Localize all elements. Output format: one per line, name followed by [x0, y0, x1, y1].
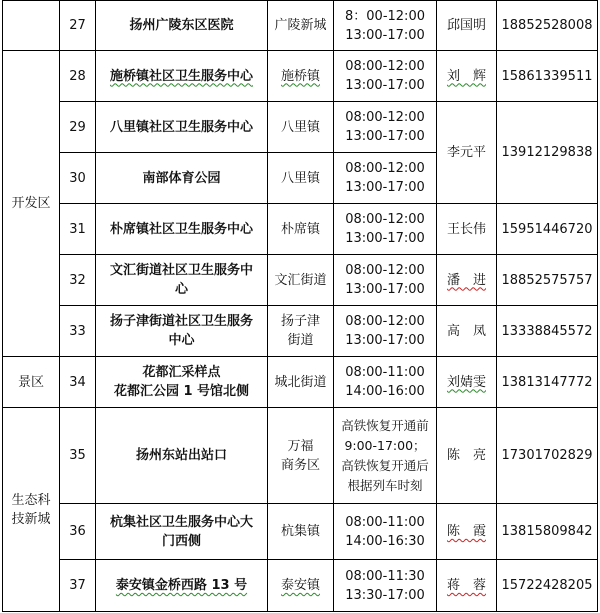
hours-line: 13:00-17:00 — [345, 129, 425, 144]
site-name — [96, 357, 268, 408]
town-name — [268, 51, 334, 102]
site-name-line: 花都汇采样点 — [142, 365, 221, 380]
table-row — [3, 408, 598, 504]
service-hours — [334, 357, 437, 408]
row-number: 31 — [60, 204, 96, 255]
service-hours — [334, 204, 437, 255]
town-name: 城北街道 — [268, 357, 334, 408]
service-hours — [334, 153, 437, 204]
contact-name-text: 刘婧雯 — [446, 374, 486, 390]
hours-line: 13:00-17:00 — [345, 282, 425, 297]
hours-line: 13:00-17:00 — [345, 78, 425, 93]
site-name — [96, 306, 268, 357]
town-name-line: 商务区 — [280, 457, 320, 473]
table-row — [3, 1, 598, 51]
service-hours — [334, 255, 437, 306]
district-line: 生态科 — [11, 492, 51, 508]
hours-line: 08:00-12:00 — [345, 314, 425, 329]
town-name — [268, 408, 334, 504]
contact-name — [437, 560, 497, 612]
contact-phone: 18852575757 — [497, 255, 598, 306]
site-name — [96, 51, 268, 102]
town-name: 八里镇 — [268, 102, 334, 153]
table-row — [3, 51, 598, 102]
contact-name-text: 陈 霞 — [446, 524, 486, 539]
service-hours — [334, 51, 437, 102]
contact-phone: 13338845572 — [497, 306, 598, 357]
contact-name: 李元平 — [437, 102, 497, 204]
district-kaifaqu: 开发区 — [3, 51, 60, 357]
town-name: 文汇街道 — [268, 255, 334, 306]
contact-name: 王长伟 — [437, 204, 497, 255]
service-hours — [334, 1, 437, 51]
row-number: 30 — [60, 153, 96, 204]
town-name: 八里镇 — [268, 153, 334, 204]
contact-phone: 15861339511 — [497, 51, 598, 102]
row-number: 28 — [60, 51, 96, 102]
contact-name — [437, 255, 497, 306]
site-name: 南部体育公园 — [96, 153, 268, 204]
hours-line: 9:00-17:00； — [344, 437, 426, 453]
site-name: 扬州广陵东区医院 — [96, 1, 268, 51]
service-hours — [334, 408, 437, 504]
contact-name-text: 刘 辉 — [446, 68, 486, 84]
row-number: 29 — [60, 102, 96, 153]
table-row — [3, 255, 598, 306]
contact-name: 陈 亮 — [437, 408, 497, 504]
hours-line: 08:00-11:00 — [345, 514, 425, 530]
contact-name-text: 潘 进 — [446, 272, 486, 288]
table-row — [3, 306, 598, 357]
table-row — [3, 504, 598, 560]
hours-line: 08:00-12:00 — [345, 59, 425, 74]
hours-line: 13:30-17:00 — [345, 587, 425, 603]
hours-line: 14:00-16:30 — [345, 533, 425, 549]
site-name: 朴席镇社区卫生服务中心 — [96, 204, 268, 255]
town-name — [268, 306, 334, 357]
contact-phone: 13813147772 — [497, 357, 598, 408]
district-cell — [3, 1, 60, 51]
town-name-line: 万福 — [287, 438, 314, 454]
hours-line: 08:00-12:00 — [345, 110, 425, 125]
site-name — [96, 255, 268, 306]
row-number: 32 — [60, 255, 96, 306]
site-name: 扬州东站出站口 — [96, 408, 268, 504]
hours-line: 13:00-17:00 — [345, 27, 425, 43]
district-line: 技新城 — [11, 511, 51, 527]
hours-line: 08:00-12:00 — [345, 161, 425, 176]
service-hours — [334, 306, 437, 357]
service-hours — [334, 504, 437, 560]
hours-line: 08:00-11:00 — [345, 365, 425, 380]
town-name-text: 泰安镇 — [280, 578, 320, 593]
contact-name — [437, 51, 497, 102]
hours-line: 08:00-12:00 — [345, 263, 425, 278]
site-name: 八里镇社区卫生服务中心 — [96, 102, 268, 153]
contact-phone: 13815809842 — [497, 504, 598, 560]
contact-name: 邱国明 — [437, 1, 497, 51]
hours-line: 高铁恢复开通后 — [341, 457, 429, 473]
site-name-line: 杭集社区卫生服务中心大 — [109, 514, 253, 530]
contact-phone: 13912129838 — [497, 102, 598, 204]
row-number: 34 — [60, 357, 96, 408]
contact-name: 高 凤 — [437, 306, 497, 357]
contact-phone: 17301702829 — [497, 408, 598, 504]
hours-line: 高铁恢复开通前 — [341, 417, 429, 433]
site-name-line: 扬子津街道社区卫生服务 — [109, 314, 253, 329]
service-hours — [334, 560, 437, 612]
hours-line: 13:00-17:00 — [345, 231, 425, 246]
table-row — [3, 560, 598, 612]
testing-sites-table — [2, 0, 598, 612]
site-name-text: 泰安镇金桥西路 13 号 — [115, 578, 248, 593]
contact-name-text: 蒋 蓉 — [446, 578, 486, 593]
hours-line: 13:00-17:00 — [345, 180, 425, 195]
site-name-line: 中心 — [168, 333, 195, 348]
site-name-line: 文汇街道社区卫生服务中 — [109, 263, 253, 278]
town-name: 杭集镇 — [268, 504, 334, 560]
contact-name — [437, 504, 497, 560]
row-number: 35 — [60, 408, 96, 504]
town-name — [268, 560, 334, 612]
table-row — [3, 357, 598, 408]
district-jingqu: 景区 — [3, 357, 60, 408]
contact-phone: 15722428205 — [497, 560, 598, 612]
site-name — [96, 560, 268, 612]
contact-phone: 15951446720 — [497, 204, 598, 255]
town-name-text: 施桥镇 — [280, 68, 320, 84]
service-hours — [334, 102, 437, 153]
row-number: 27 — [60, 1, 96, 51]
site-name — [96, 504, 268, 560]
town-name: 朴席镇 — [268, 204, 334, 255]
contact-phone: 18852528008 — [497, 1, 598, 51]
hours-line: 08:00-12:00 — [345, 212, 425, 227]
table-row — [3, 102, 598, 153]
hours-line: 14:00-16:00 — [345, 384, 425, 399]
table-row — [3, 204, 598, 255]
contact-name — [437, 357, 497, 408]
hours-line: 8：00-12:00 — [345, 8, 425, 24]
row-number: 37 — [60, 560, 96, 612]
town-name-line: 街道 — [287, 333, 314, 348]
hours-line: 13:00-17:00 — [345, 333, 425, 348]
site-name-line: 心 — [174, 282, 188, 297]
district-shengtai — [3, 408, 60, 612]
town-name: 广陵新城 — [268, 1, 334, 51]
site-name-text: 施桥镇社区卫生服务中心 — [109, 68, 253, 84]
row-number: 36 — [60, 504, 96, 560]
site-name-line: 花都汇公园 1 号馆北侧 — [113, 384, 250, 399]
hours-line: 08:00-11:30 — [345, 568, 425, 584]
row-number: 33 — [60, 306, 96, 357]
hours-line: 根据列车时刻 — [347, 477, 423, 493]
site-name-line: 门西侧 — [161, 533, 201, 549]
town-name-line: 扬子津 — [280, 314, 320, 329]
